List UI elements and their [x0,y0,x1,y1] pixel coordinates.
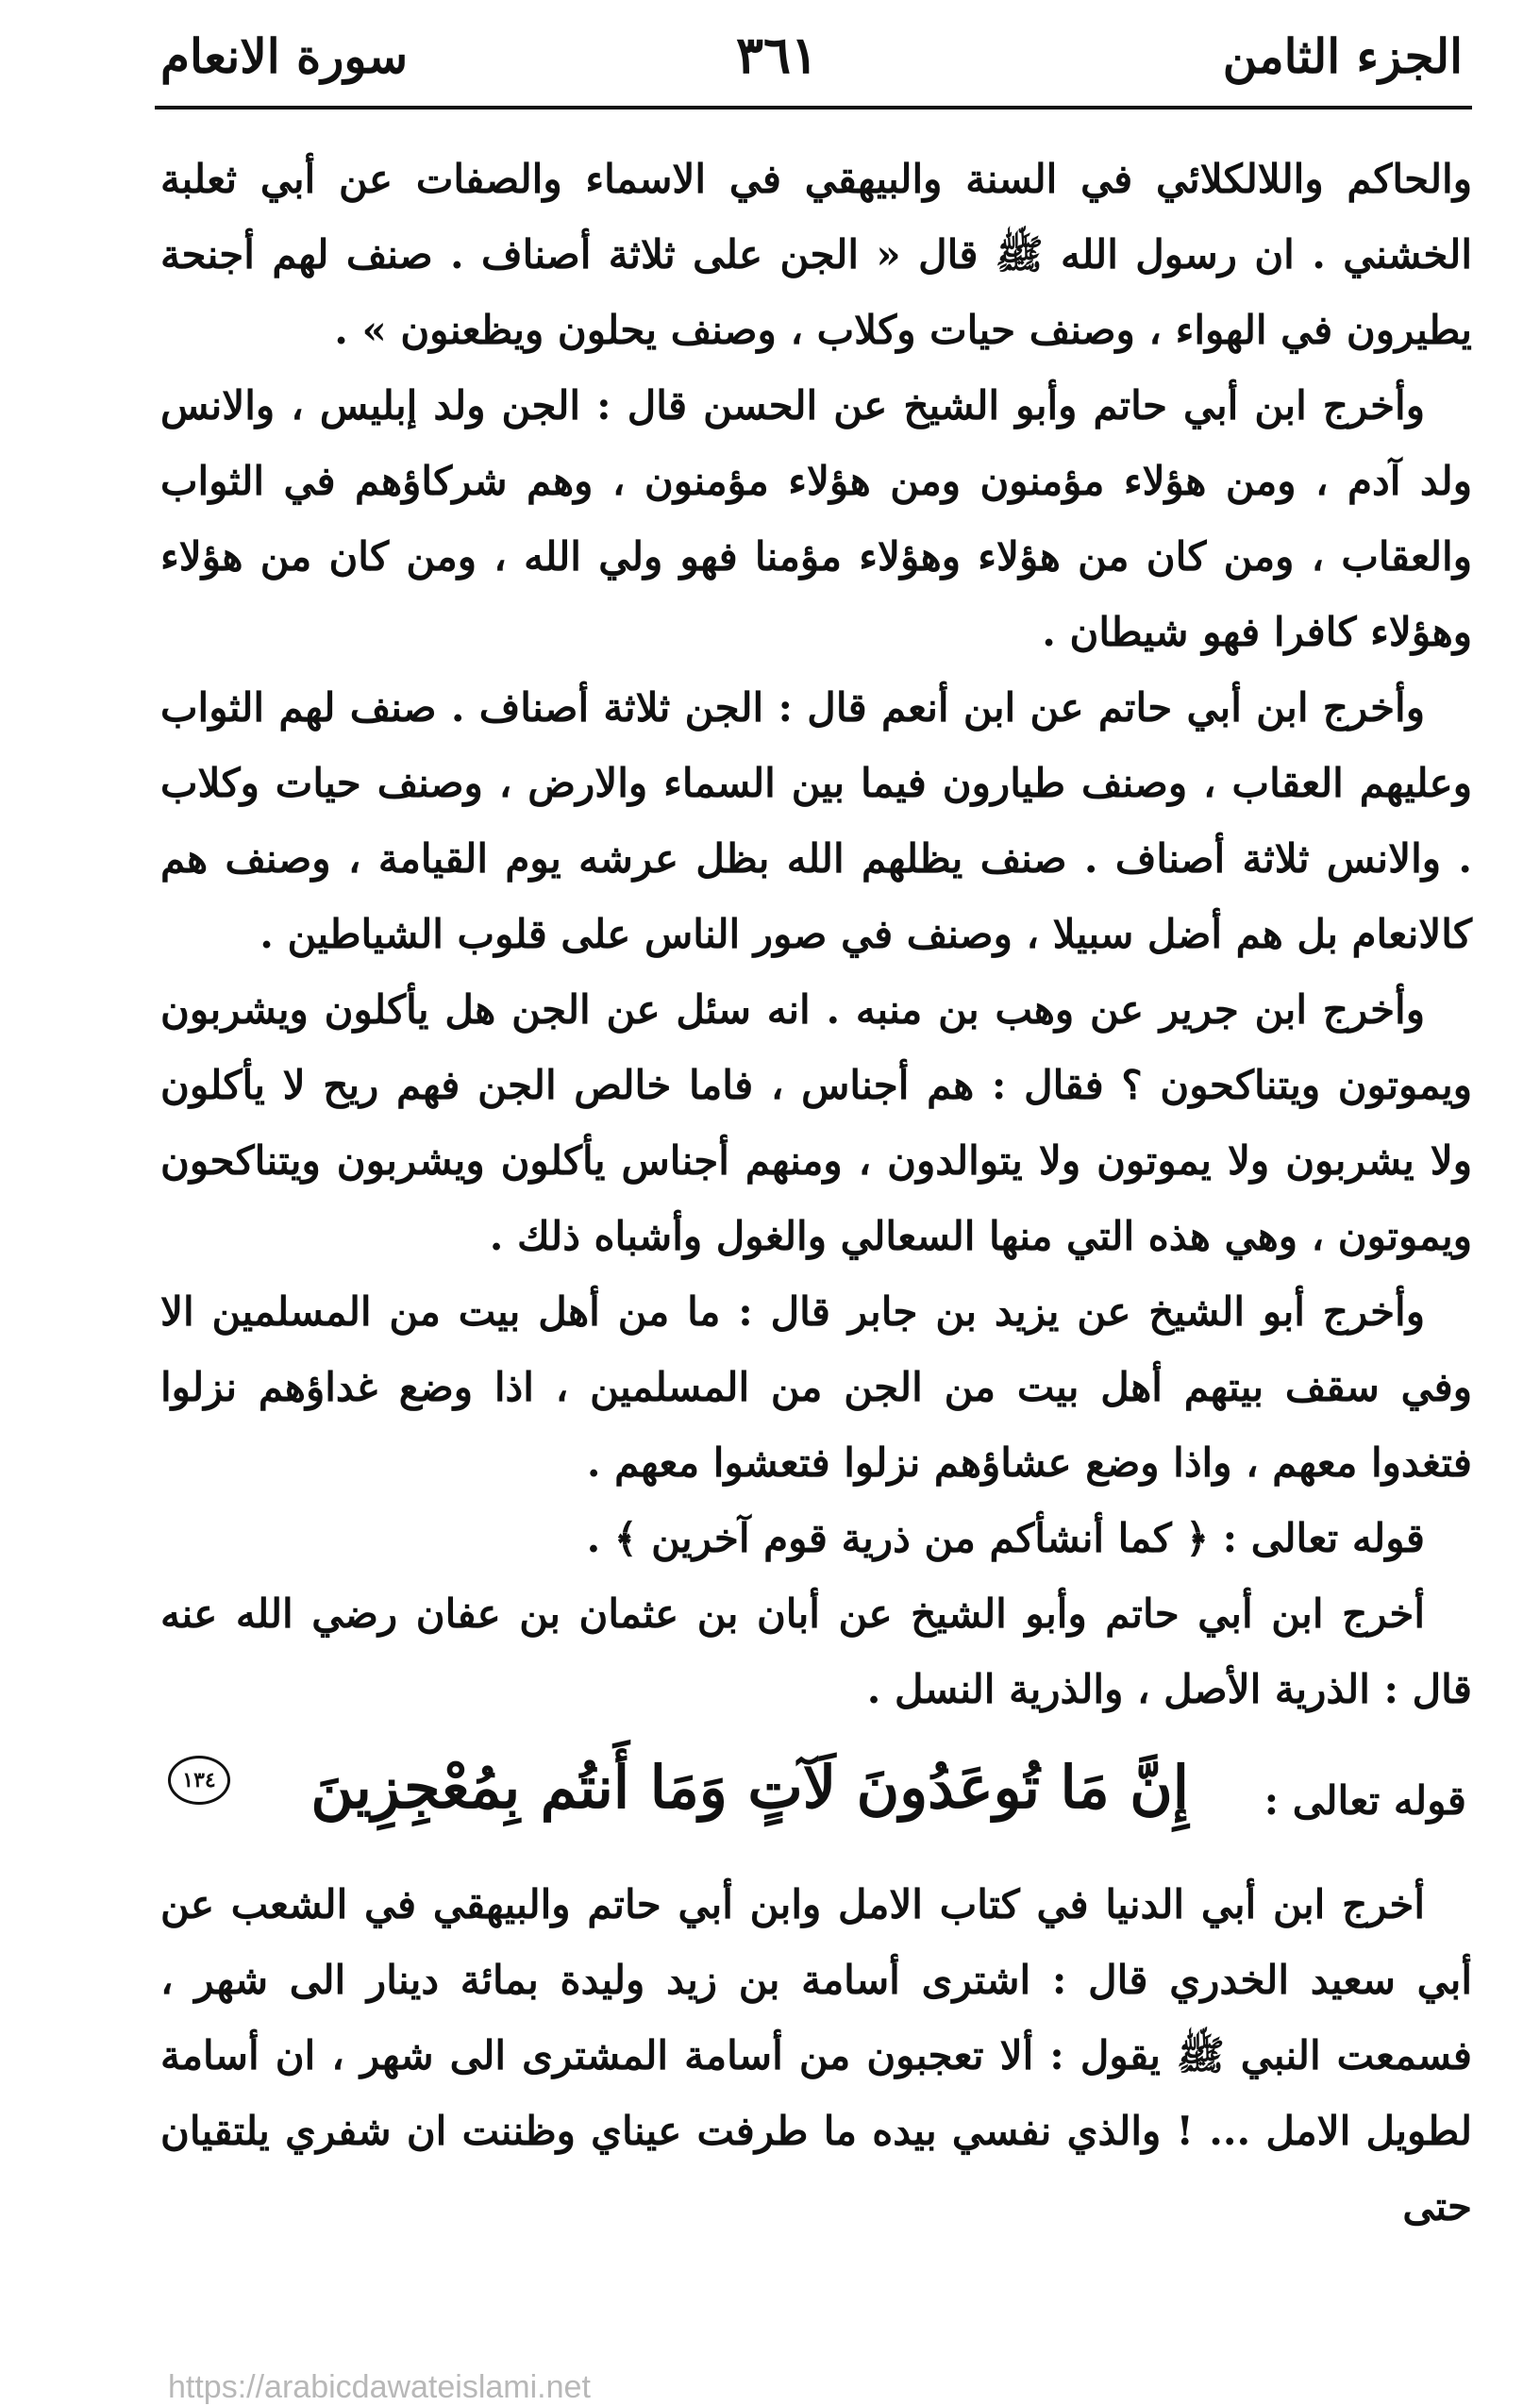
quran-verse: إِنَّ مَا تُوعَدُونَ لَآتٍ وَمَا أَنتُم بِمُعْجِزِينَ [310,1753,1189,1822]
paragraph: وأخرج ابن أبي حاتم عن ابن أنعم قال : الجن ثلاثة أصناف . صنف لهم الثواب وعليهم العقاب ، وصنف طيارون فيما بين السماء والارض ، وصنف حيات وكلاب . والانس ثلاثة أصناف . صنف يظلهم الله بظل عرشه يوم القيامة ، وصنف هم كالانعام بل هم أضل سبيلا ، وصنف في صور الناس على قلوب الشياطين . [160,684,1472,957]
part-title: الجزء الثامن [1222,28,1463,84]
quran-citation: قوله تعالى : ﴿ كما أنشأكم من ذرية قوم آخرين ﴾ . [586,1515,1425,1561]
paragraph: أخرج ابن أبي الدنيا في كتاب الامل وابن أبي حاتم والبيهقي في الشعب عن أبي سعيد الخدري قال : اشترى أسامة بن زيد وليدة بمائة دينار الى شهر ، فسمعت النبي ﷺ يقول : ألا تعجبون من أسامة المشترى الى شهر ، ان أسامة لطويل الامل ... ! والذي نفسي بيده ما طرفت عيناي وظننت ان شفري يلتقيان حتى [160,1881,1472,2229]
header-rule [155,106,1472,109]
verse-label: قوله تعالى : [1264,1777,1466,1824]
verse-heading [160,1735,1472,1858]
paragraph: أخرج ابن أبي حاتم وأبو الشيخ عن أبان بن عثمان بن عفان رضي الله عنه قال : الذرية الأصل ، والذرية النسل . [160,1590,1472,1712]
body-text [160,142,1472,2245]
paragraph: والحاكم واللالكلائي في السنة والبيهقي في الاسماء والصفات عن أبي ثعلبة الخشني . ان رسول الله ﷺ قال « الجن على ثلاثة أصناف . صنف لهم أجنحة يطيرون في الهواء ، وصنف حيات وكلاب ، وصنف يحلون ويظعنون » . [160,156,1472,353]
paragraph: وأخرج أبو الشيخ عن يزيد بن جابر قال : ما من أهل بيت من المسلمين الا وفي سقف بيتهم أهل بيت من الجن من المسلمين ، اذا وضع غداؤهم نزلوا فتغدوا معهم ، واذا وضع عشاؤهم نزلوا فتعشوا معهم . [160,1288,1472,1486]
ayah-number-badge: ١٣٤ [168,1756,230,1805]
page-number: ٣٦١ [736,25,819,85]
surah-title: سورة الانعام [160,28,409,84]
paragraph: وأخرج ابن جرير عن وهب بن منبه . انه سئل عن الجن هل يأكلون ويشربون ويموتون ويتناكحون ؟ فقال : هم أجناس ، فاما خالص الجن فهم ريح لا يأكلون ولا يشربون ولا يموتون ولا يتوالدون ، ومنهم أجناس يأكلون ويشربون ويتناكحون ويموتون ، وهي هذه التي منها السعالي والغول وأشباه ذلك . [160,986,1472,1259]
paragraph: وأخرج ابن أبي حاتم وأبو الشيخ عن الحسن قال : الجن ولد إبليس ، والانس ولد آدم ، ومن هؤلاء مؤمنون ومن هؤلاء مؤمنون ، وهم شركاؤهم في الثواب والعقاب ، ومن كان من هؤلاء وهؤلاء مؤمنا فهو ولي الله ، ومن كان من هؤلاء وهؤلاء كافرا فهو شيطان . [160,382,1472,655]
page-header [151,21,1472,96]
watermark-url: https://arabicdawateislami.net [168,2369,591,2405]
